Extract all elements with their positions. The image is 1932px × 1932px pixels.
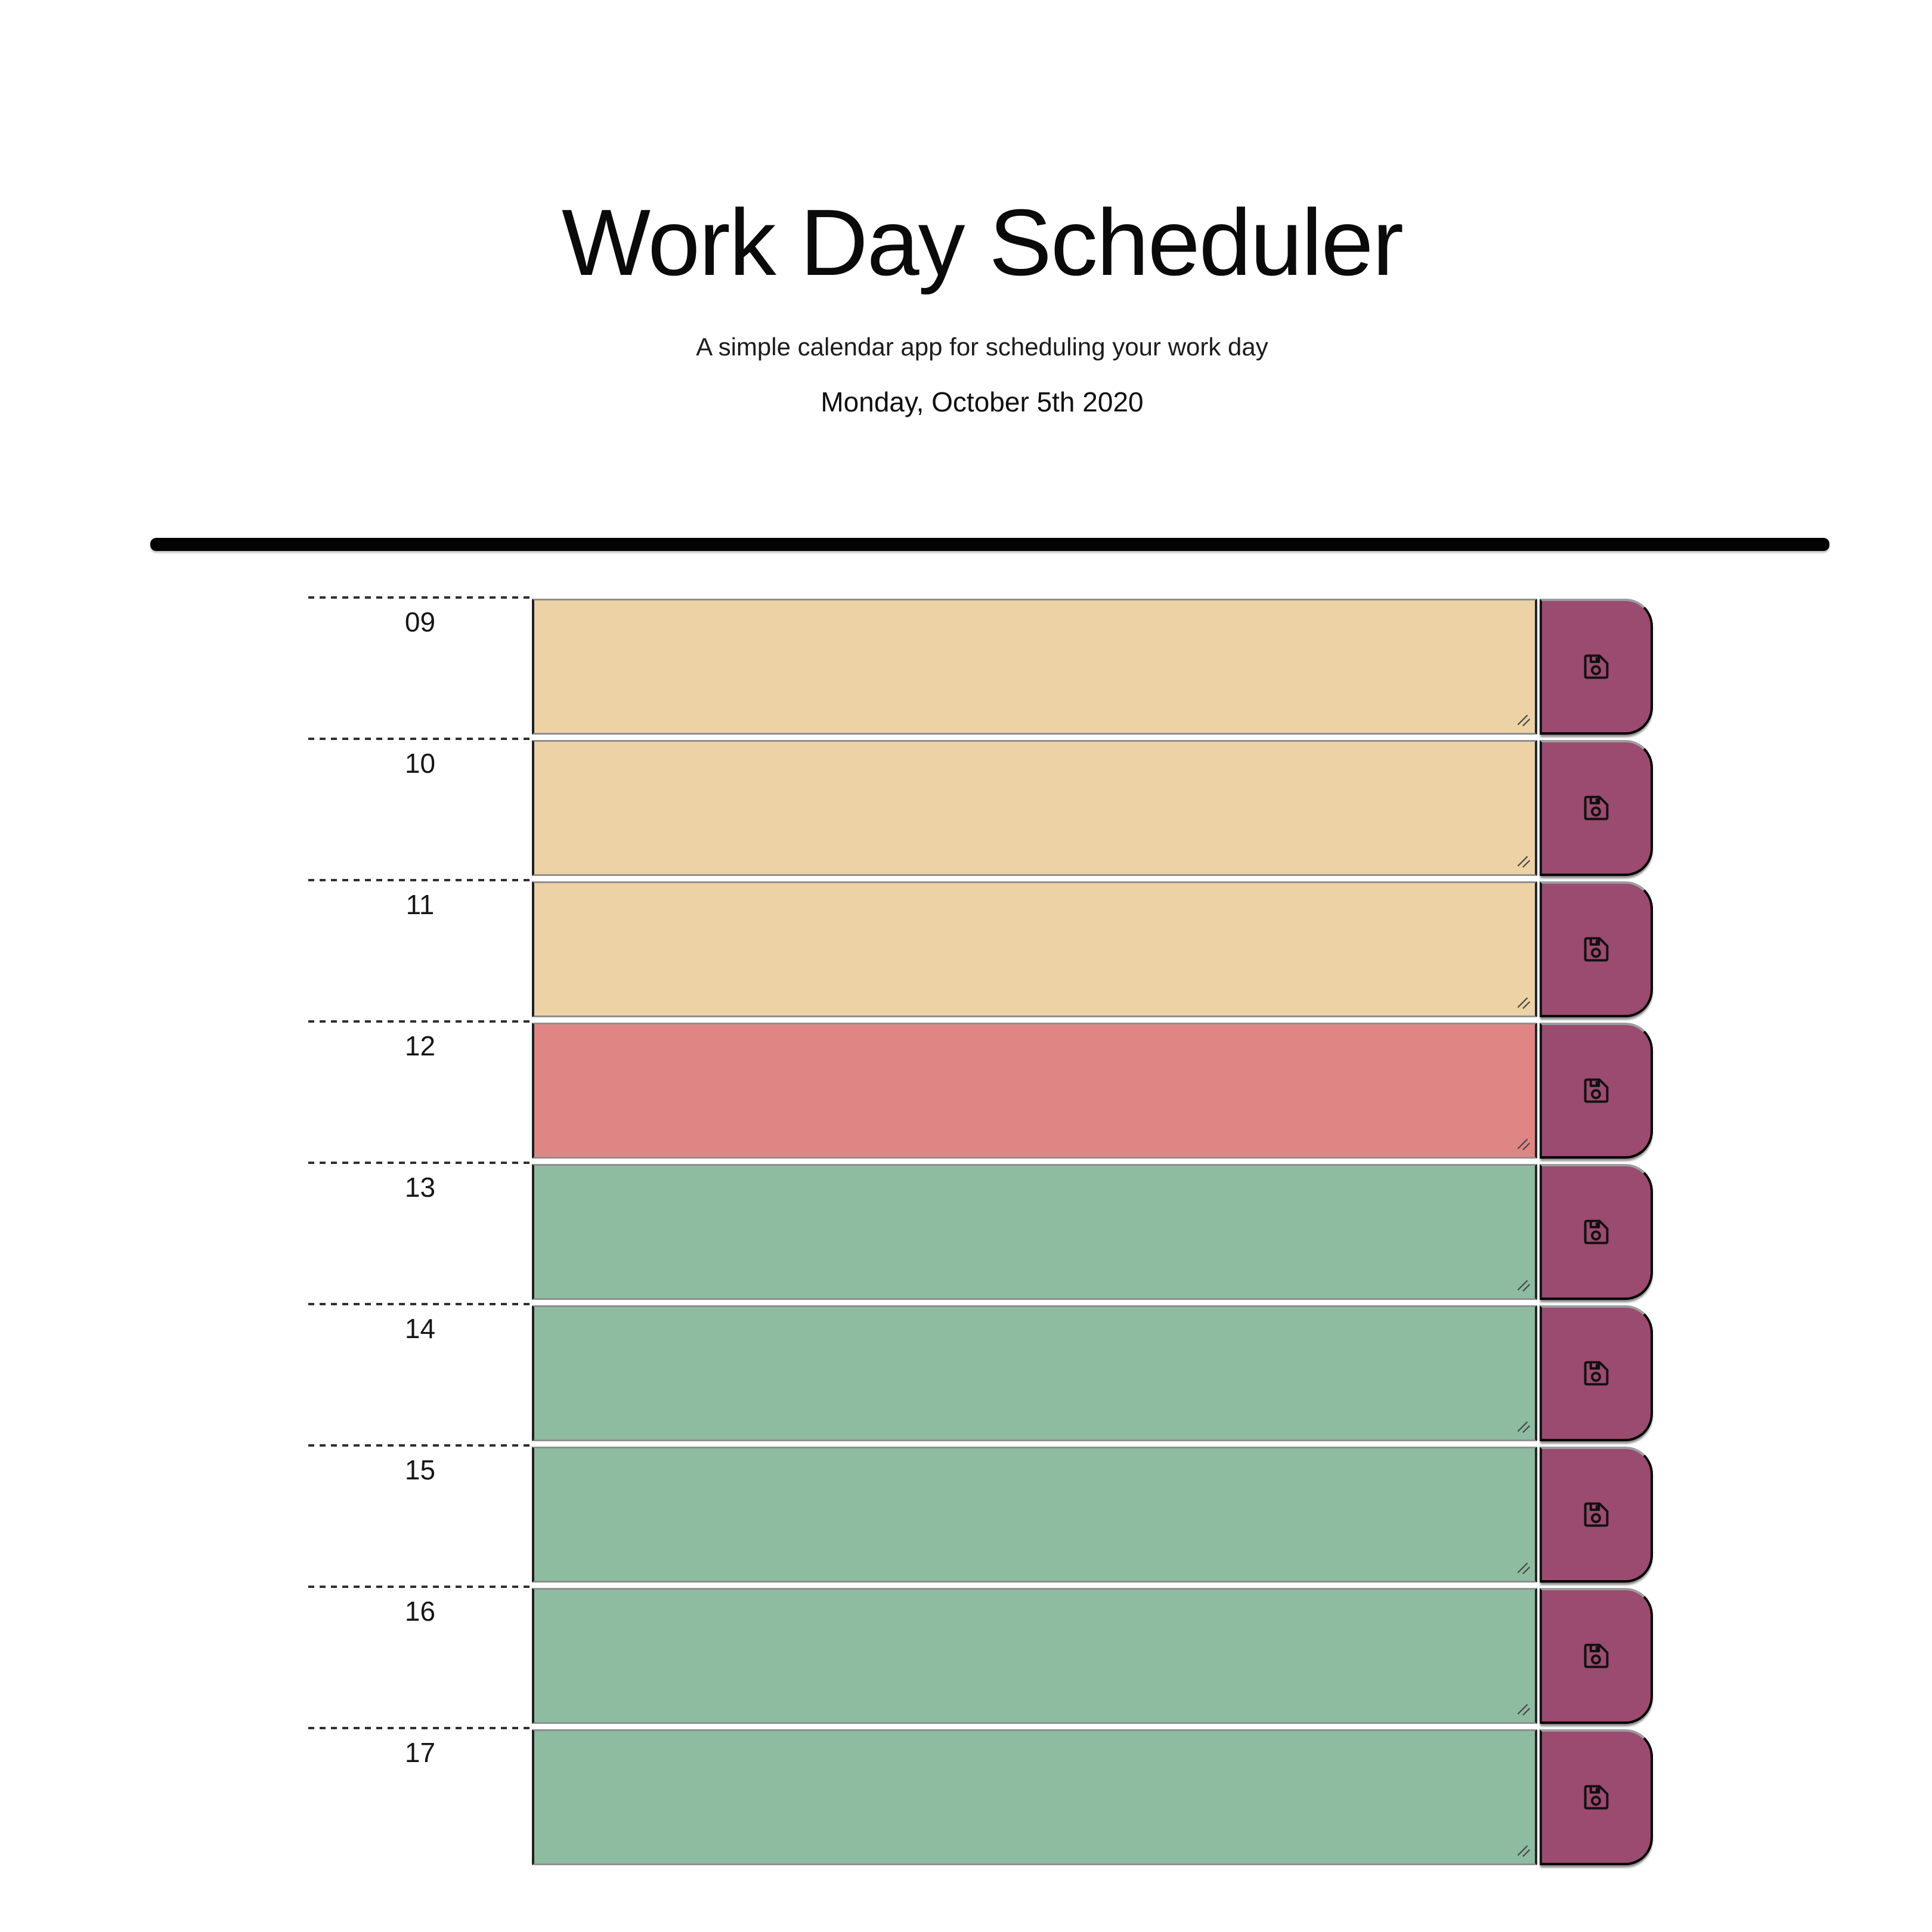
event-textarea-wrap bbox=[532, 881, 1537, 1017]
save-button-14[interactable] bbox=[1540, 1305, 1653, 1441]
floppy-disk-icon bbox=[1581, 1358, 1612, 1389]
time-block-row-16 bbox=[308, 1586, 1653, 1727]
hour-label-10: 10 bbox=[308, 738, 532, 879]
time-block-row-10 bbox=[308, 738, 1653, 879]
time-block-row-09 bbox=[308, 596, 1653, 738]
event-textarea-wrap bbox=[532, 1023, 1537, 1159]
floppy-disk-icon bbox=[1581, 1075, 1612, 1106]
time-block-row-17 bbox=[308, 1727, 1653, 1868]
event-textarea-wrap bbox=[532, 1305, 1537, 1441]
schedule-container bbox=[308, 596, 1653, 1868]
event-textarea-wrap bbox=[532, 1729, 1537, 1865]
floppy-disk-icon bbox=[1581, 1499, 1612, 1530]
hour-label-14: 14 bbox=[308, 1303, 532, 1444]
time-block-row-12 bbox=[308, 1020, 1653, 1162]
floppy-disk-icon bbox=[1581, 651, 1612, 682]
floppy-disk-icon bbox=[1581, 1640, 1612, 1671]
save-button-11[interactable] bbox=[1540, 881, 1653, 1017]
event-textarea-wrap bbox=[532, 740, 1537, 876]
resize-handle-icon[interactable] bbox=[1512, 991, 1532, 1011]
resize-handle-icon[interactable] bbox=[1512, 1274, 1532, 1294]
hour-label-17: 17 bbox=[308, 1727, 532, 1868]
page-subtitle: A simple calendar app for scheduling your work day bbox=[696, 333, 1268, 361]
resize-handle-icon[interactable] bbox=[1512, 850, 1532, 870]
header-divider bbox=[150, 538, 1829, 551]
event-textarea-09[interactable] bbox=[532, 599, 1537, 735]
floppy-disk-icon bbox=[1581, 934, 1612, 965]
page-title: Work Day Scheduler bbox=[562, 190, 1402, 295]
event-textarea-12[interactable] bbox=[532, 1023, 1537, 1159]
time-block-row-13 bbox=[308, 1162, 1653, 1303]
event-textarea-11[interactable] bbox=[532, 881, 1537, 1017]
event-textarea-15[interactable] bbox=[532, 1447, 1537, 1583]
resize-handle-icon[interactable] bbox=[1512, 1556, 1532, 1577]
save-button-13[interactable] bbox=[1540, 1164, 1653, 1300]
resize-handle-icon[interactable] bbox=[1512, 1415, 1532, 1435]
event-textarea-14[interactable] bbox=[532, 1305, 1537, 1441]
event-textarea-13[interactable] bbox=[532, 1164, 1537, 1300]
save-button-12[interactable] bbox=[1540, 1023, 1653, 1159]
time-block-row-11 bbox=[308, 879, 1653, 1020]
event-textarea-wrap bbox=[532, 599, 1537, 735]
hour-label-11: 11 bbox=[308, 879, 532, 1020]
event-textarea-wrap bbox=[532, 1164, 1537, 1300]
hour-label-16: 16 bbox=[308, 1586, 532, 1727]
floppy-disk-icon bbox=[1581, 1782, 1612, 1813]
event-textarea-wrap bbox=[532, 1588, 1537, 1724]
floppy-disk-icon bbox=[1581, 1216, 1612, 1247]
event-textarea-16[interactable] bbox=[532, 1588, 1537, 1724]
time-block-row-15 bbox=[308, 1444, 1653, 1586]
current-date: Monday, October 5th 2020 bbox=[821, 386, 1144, 417]
hour-label-09: 09 bbox=[308, 596, 532, 738]
floppy-disk-icon bbox=[1581, 792, 1612, 823]
time-block-row-14 bbox=[308, 1303, 1653, 1444]
save-button-16[interactable] bbox=[1540, 1588, 1653, 1724]
event-textarea-17[interactable] bbox=[532, 1729, 1537, 1865]
save-button-09[interactable] bbox=[1540, 599, 1653, 735]
hour-label-13: 13 bbox=[308, 1162, 532, 1303]
hour-label-15: 15 bbox=[308, 1444, 532, 1586]
hour-label-12: 12 bbox=[308, 1020, 532, 1162]
save-button-17[interactable] bbox=[1540, 1729, 1653, 1865]
event-textarea-wrap bbox=[532, 1447, 1537, 1583]
resize-handle-icon[interactable] bbox=[1512, 708, 1532, 729]
event-textarea-10[interactable] bbox=[532, 740, 1537, 876]
save-button-10[interactable] bbox=[1540, 740, 1653, 876]
resize-handle-icon[interactable] bbox=[1512, 1839, 1532, 1859]
resize-handle-icon[interactable] bbox=[1512, 1132, 1532, 1153]
save-button-15[interactable] bbox=[1540, 1447, 1653, 1583]
resize-handle-icon[interactable] bbox=[1512, 1698, 1532, 1718]
